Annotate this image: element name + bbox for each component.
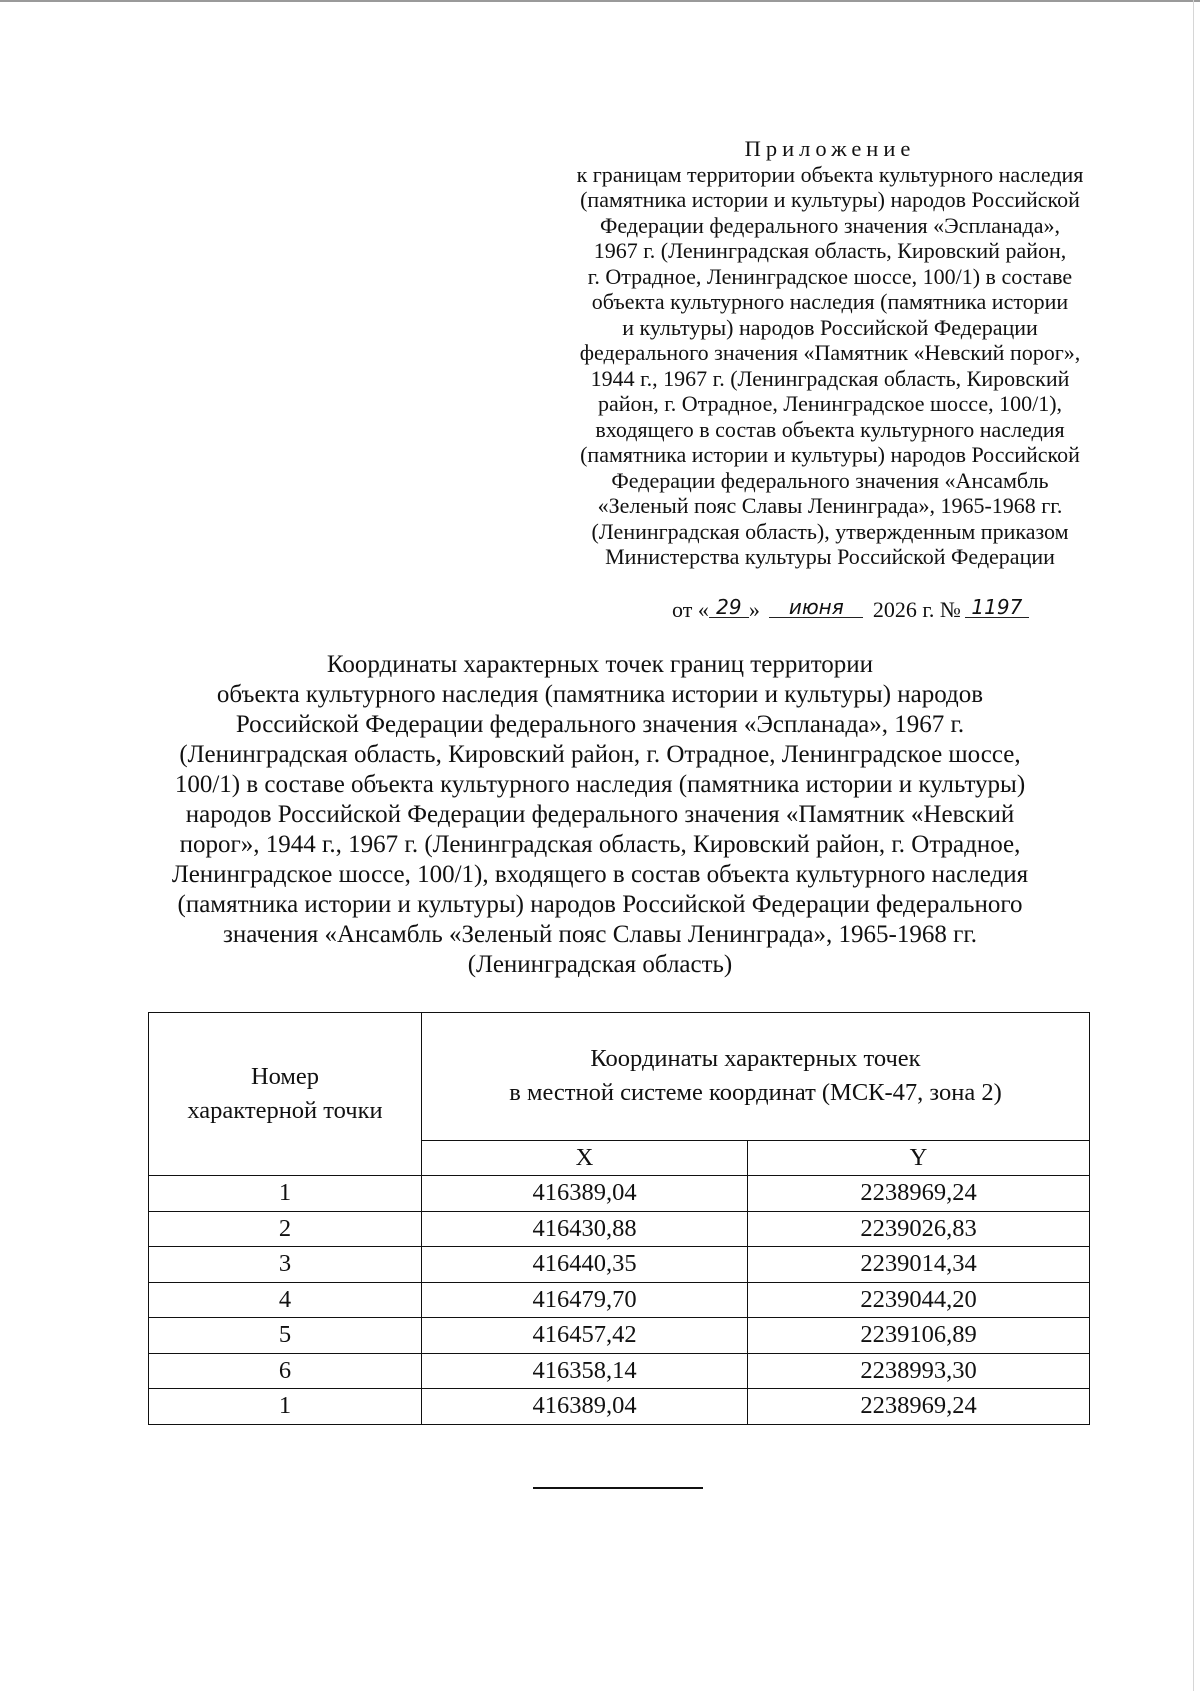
- appendix-line: объекта культурного наследия (памятника истории: [591, 289, 1069, 314]
- approval-day-handwritten: 29: [709, 597, 749, 618]
- header-point-number: [149, 1013, 422, 1176]
- table-row: [149, 1389, 1090, 1425]
- table-row: [149, 1353, 1090, 1389]
- cell-x: 416389,04: [422, 1176, 748, 1212]
- heading-line: Российской Федерации федерального значения «Эспланада», 1967 г.: [235, 711, 965, 738]
- heading-line: народов Российской Федерации федерального значения «Памятник «Невский: [185, 801, 1015, 828]
- cell-y: 2239044,20: [748, 1282, 1090, 1318]
- cell-x: 416457,42: [422, 1318, 748, 1354]
- appendix-line: входящего в состав объекта культурного наследия: [595, 416, 1065, 442]
- appendix-line: (памятника истории и культуры) народов Российской: [580, 187, 1080, 212]
- cell-point-number: 2: [149, 1211, 422, 1247]
- coordinates-table: [148, 1012, 1090, 1425]
- cell-point-number: 1: [149, 1176, 422, 1212]
- cell-y: 2239026,83: [748, 1211, 1090, 1247]
- appendix-line: район, г. Отрадное, Ленинградское шоссе, 100/1),: [597, 391, 1063, 416]
- cell-y: 2238969,24: [748, 1176, 1090, 1212]
- cell-x: 416440,35: [422, 1247, 748, 1283]
- cell-point-number: 4: [149, 1282, 422, 1318]
- appendix-line: «Зеленый пояс Славы Ленинграда», 1965-1968 гг.: [597, 493, 1063, 518]
- appendix-line: и культуры) народов Российской Федерации: [622, 314, 1038, 340]
- cell-x: 416430,88: [422, 1211, 748, 1247]
- heading-line: Ленинградское шоссе, 100/1), входящего в состав объекта культурного наследия: [171, 861, 1029, 888]
- appendix-line: (памятника истории и культуры) народов Российской: [580, 442, 1080, 467]
- header-coordinates-line: Координаты характерных точек: [590, 1045, 921, 1073]
- appendix-line: к границам территории объекта культурного наследия: [576, 161, 1084, 187]
- cell-point-number: 1: [149, 1389, 422, 1425]
- cell-x: 416389,04: [422, 1389, 748, 1425]
- header-x: X: [422, 1140, 748, 1175]
- cell-point-number: 5: [149, 1318, 422, 1354]
- document-heading: [100, 650, 1100, 980]
- approval-quote-close: »: [748, 597, 760, 622]
- appendix-line: федерального значения «Памятник «Невский порог»,: [579, 340, 1081, 365]
- scan-top-edge: [0, 0, 1200, 2]
- appendix-line: Федерации федерального значения «Ансамбль: [611, 467, 1049, 493]
- table-row: [149, 1211, 1090, 1247]
- cell-point-number: 6: [149, 1353, 422, 1389]
- appendix-title: Приложение: [744, 136, 916, 161]
- approval-number-handwritten: 1197: [965, 597, 1029, 618]
- appendix-line: г. Отрадное, Ленинградское шоссе, 100/1) в составе: [587, 263, 1073, 289]
- heading-line: (памятника истории и культуры) народов Российской Федерации федерального: [177, 891, 1023, 918]
- appendix-line: Федерации федерального значения «Эспланада»,: [600, 212, 1060, 238]
- cell-y: 2239014,34: [748, 1247, 1090, 1283]
- heading-line: значения «Ансамбль «Зеленый пояс Славы Ленинграда», 1965-1968 гг.: [222, 921, 978, 948]
- table-row: [149, 1318, 1090, 1354]
- appendix-line: Министерства культуры Российской Федерации: [605, 544, 1055, 569]
- scan-right-edge: [1193, 0, 1194, 1691]
- cell-y: 2238969,24: [748, 1389, 1090, 1425]
- approval-prefix: от «: [672, 597, 709, 622]
- header-point-number-line: характерной точки: [187, 1097, 383, 1124]
- heading-line: (Ленинградская область, Кировский район, г. Отрадное, Ленинградское шоссе,: [179, 741, 1021, 768]
- cell-x: 416358,14: [422, 1353, 748, 1389]
- appendix-line: 1967 г. (Ленинградская область, Кировский район,: [593, 238, 1067, 263]
- cell-y: 2238993,30: [748, 1353, 1090, 1389]
- table-row: [149, 1282, 1090, 1318]
- appendix-block: [545, 136, 1115, 570]
- approval-month-handwritten: июня: [769, 597, 863, 618]
- cell-point-number: 3: [149, 1247, 422, 1283]
- heading-line: объекта культурного наследия (памятника истории и культуры) народов: [216, 681, 984, 708]
- heading-line: (Ленинградская область): [467, 951, 733, 978]
- approval-line: [672, 597, 1029, 623]
- appendix-line: (Ленинградская область), утвержденным приказом: [591, 518, 1069, 544]
- heading-line: Координаты характерных точек границ территории: [326, 651, 874, 678]
- header-coordinates: [422, 1013, 1090, 1141]
- table-row: [149, 1176, 1090, 1212]
- header-coordinates-line: в местной системе координат (МСК-47, зона 2): [509, 1079, 1002, 1107]
- header-y: Y: [748, 1140, 1090, 1175]
- header-point-number-line: Номер: [250, 1063, 320, 1090]
- heading-line: порог», 1944 г., 1967 г. (Ленинградская область, Кировский район, г. Отрадное,: [179, 831, 1021, 858]
- closing-rule: [533, 1487, 703, 1489]
- table-row: [149, 1247, 1090, 1283]
- appendix-line: 1944 г., 1967 г. (Ленинградская область, Кировский: [590, 365, 1070, 391]
- cell-x: 416479,70: [422, 1282, 748, 1318]
- heading-line: 100/1) в составе объекта культурного наследия (памятника истории и культуры): [174, 771, 1026, 798]
- approval-year: 2026 г. №: [872, 597, 961, 622]
- cell-y: 2239106,89: [748, 1318, 1090, 1354]
